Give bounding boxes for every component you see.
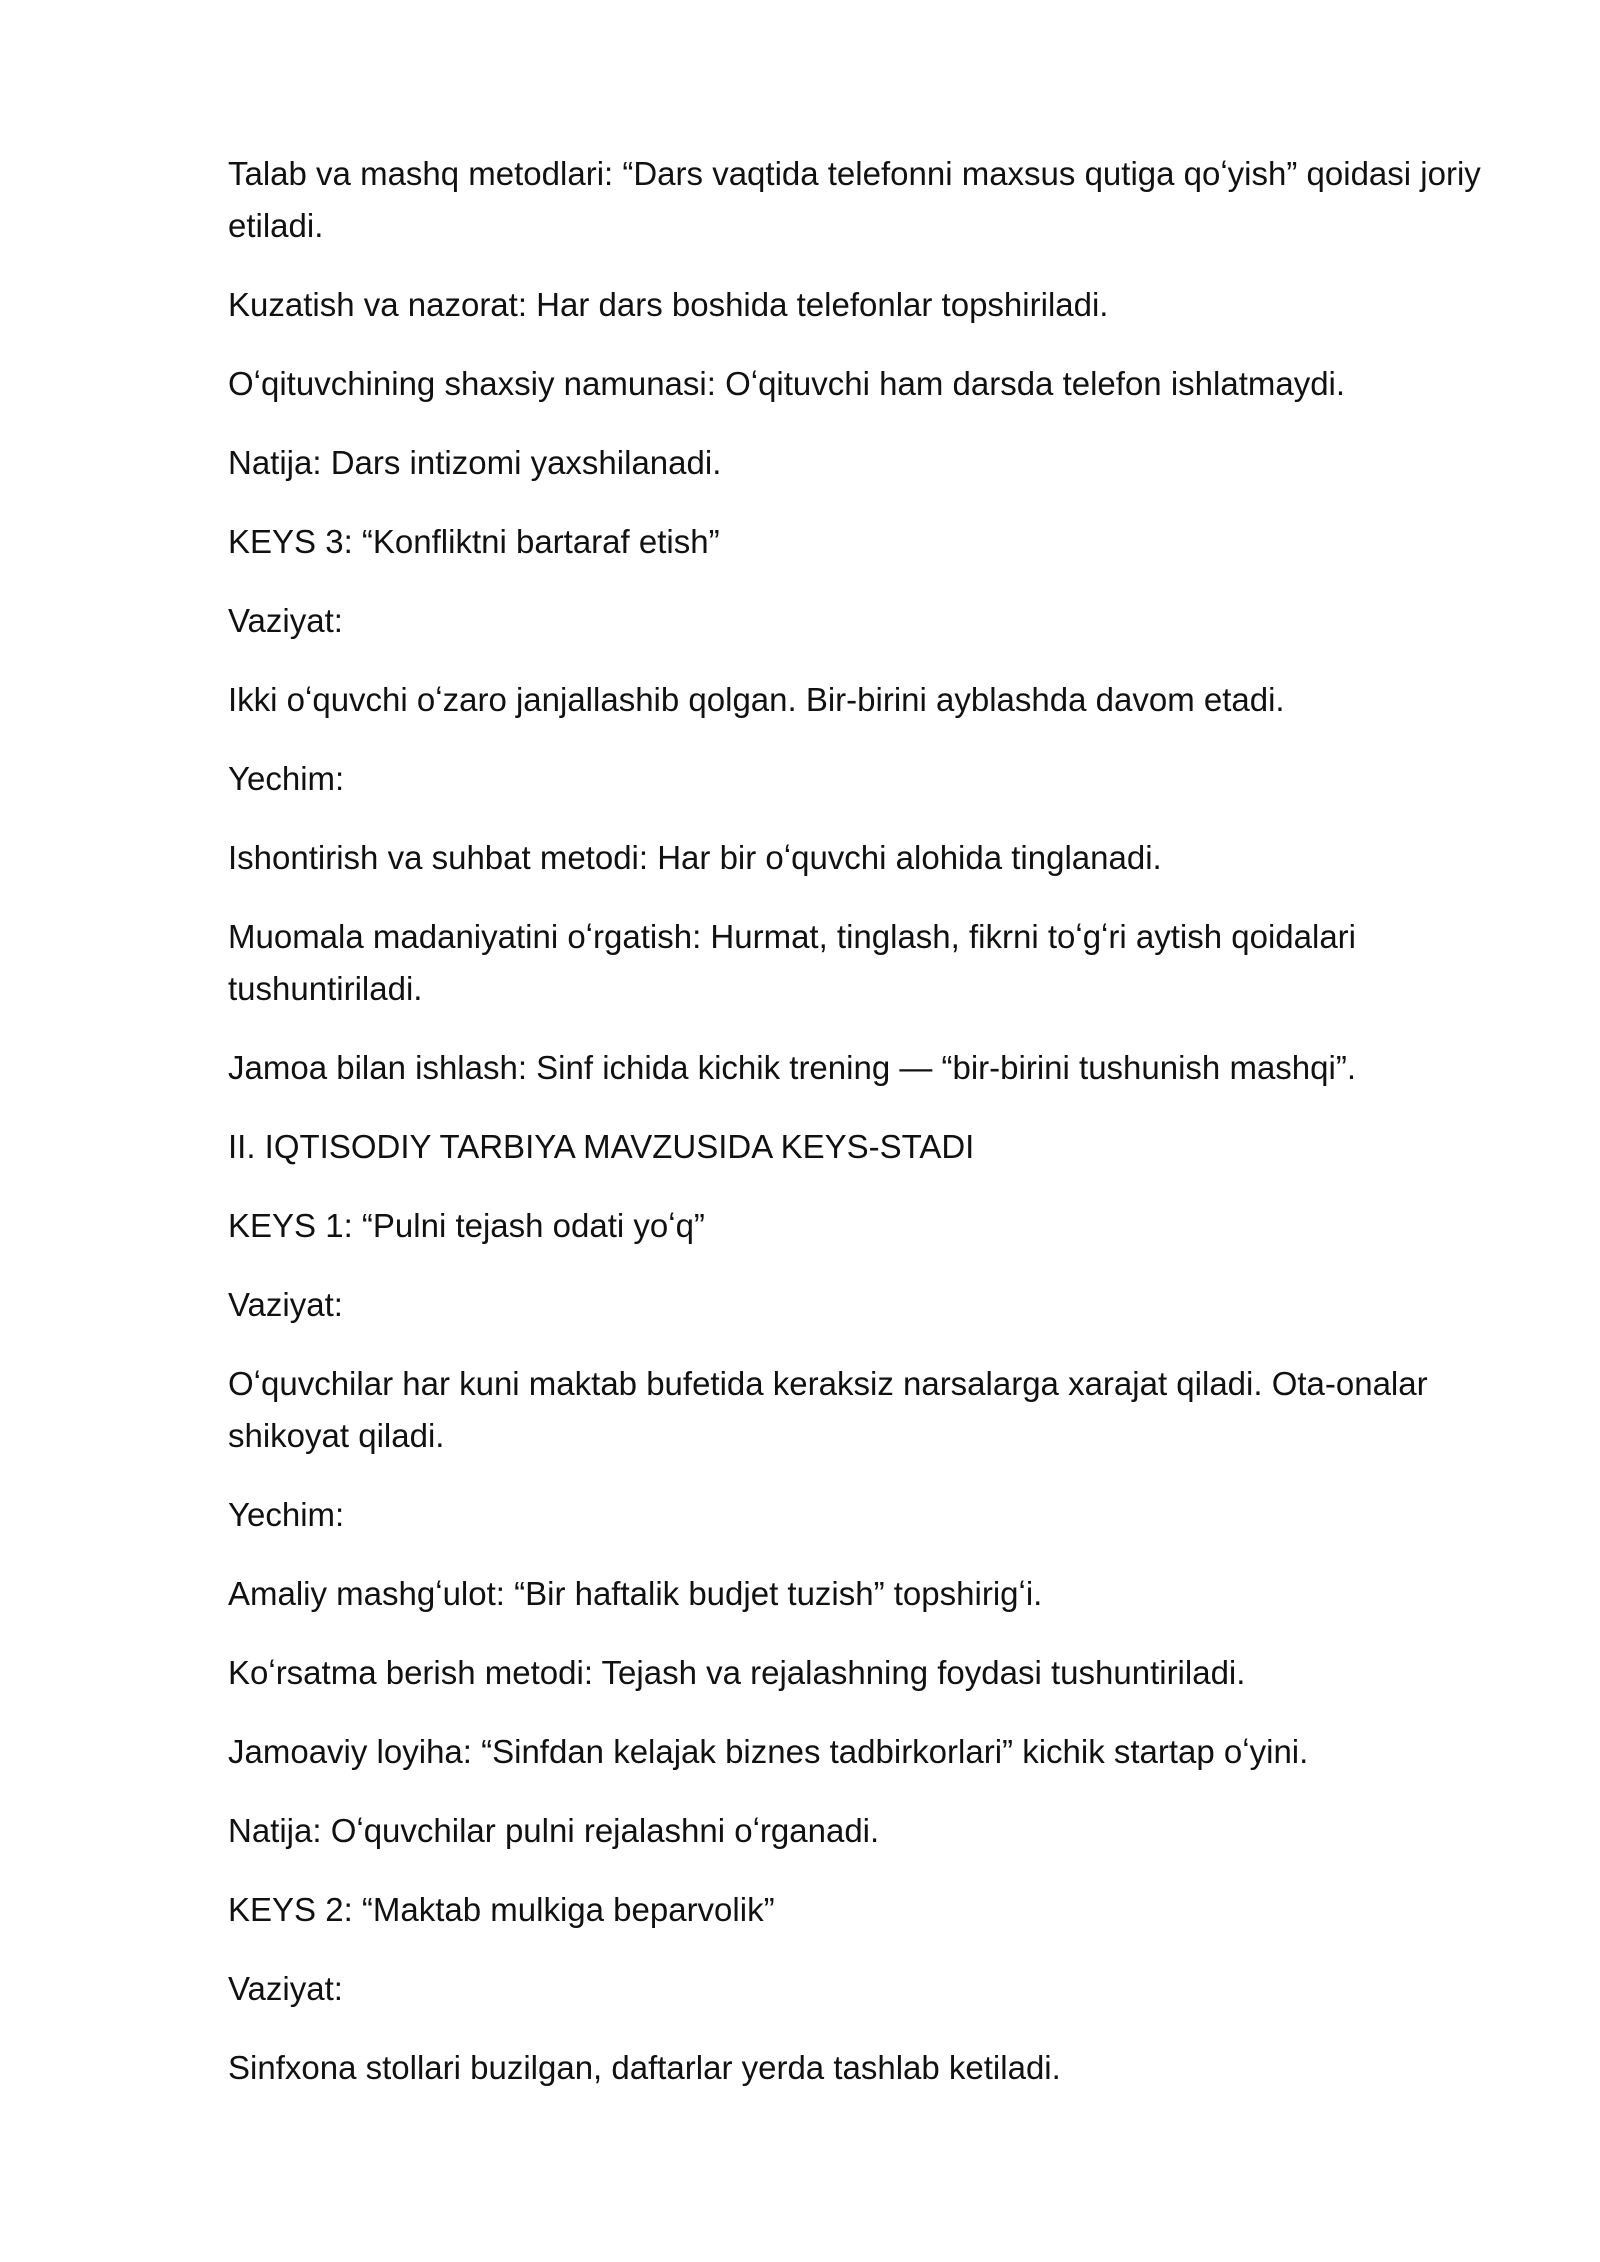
paragraph-communication-culture: Muomala madaniyatini oʻrgatish: Hurmat, tinglash, fikrni toʻgʻri aytish qoidalari tushuntiriladi. (228, 918, 1356, 1007)
paragraph-result: Natija: Oʻquvchilar pulni rejalashni oʻrganadi. (228, 1812, 880, 1849)
case-heading-3: KEYS 3: “Konfliktni bartaraf etish” (228, 523, 720, 560)
section-heading: II. IQTISODIY TARBIYA MAVZUSIDA KEYS-STADI (228, 1128, 975, 1165)
paragraph-result: Natija: Dars intizomi yaxshilanadi. (228, 444, 722, 481)
paragraph-situation: Ikki oʻquvchi oʻzaro janjallashib qolgan. Bir-birini ayblashda davom etadi. (228, 681, 1285, 718)
paragraph-group-project: Jamoaviy loyiha: “Sinfdan kelajak biznes tadbirkorlari” kichik startap oʻyini. (228, 1733, 1309, 1770)
paragraph-teacher-example: Oʻqituvchining shaxsiy namunasi: Oʻqituvchi ham darsda telefon ishlatmaydi. (228, 365, 1346, 402)
solution-label: Yechim: (228, 760, 345, 797)
paragraph-situation: Sinfxona stollari buzilgan, daftarlar yerda tashlab ketiladi. (228, 2049, 1061, 2086)
case-heading-1: KEYS 1: “Pulni tejash odati yoʻq” (228, 1207, 705, 1244)
solution-label: Yechim: (228, 1496, 345, 1533)
paragraph-guidance-method: Koʻrsatma berish metodi: Tejash va rejalashning foydasi tushuntiriladi. (228, 1654, 1246, 1691)
situation-label: Vaziyat: (228, 1286, 343, 1323)
paragraph-persuasion-method: Ishontirish va suhbat metodi: Har bir oʻquvchi alohida tinglanadi. (228, 839, 1162, 876)
situation-label: Vaziyat: (228, 1970, 343, 2007)
paragraph-practical-exercise: Amaliy mashgʻulot: “Bir haftalik budjet tuzish” topshirigʻi. (228, 1575, 1043, 1612)
document-body (228, 148, 1508, 2121)
paragraph-teamwork: Jamoa bilan ishlash: Sinf ichida kichik trening — “bir-birini tushunish mashqi”. (228, 1049, 1356, 1086)
paragraph-method-rules: Talab va mashq metodlari: “Dars vaqtida telefonni maxsus qutiga qoʻyish” qoidasi joriy etiladi. (228, 155, 1481, 244)
paragraph-situation: Oʻquvchilar har kuni maktab bufetida keraksiz narsalarga xarajat qiladi. Ota-onalar shikoyat qiladi. (228, 1365, 1428, 1454)
case-heading-2: KEYS 2: “Maktab mulkiga beparvolik” (228, 1891, 775, 1928)
situation-label: Vaziyat: (228, 602, 343, 639)
paragraph-observation-control: Kuzatish va nazorat: Har dars boshida telefonlar topshiriladi. (228, 286, 1109, 323)
